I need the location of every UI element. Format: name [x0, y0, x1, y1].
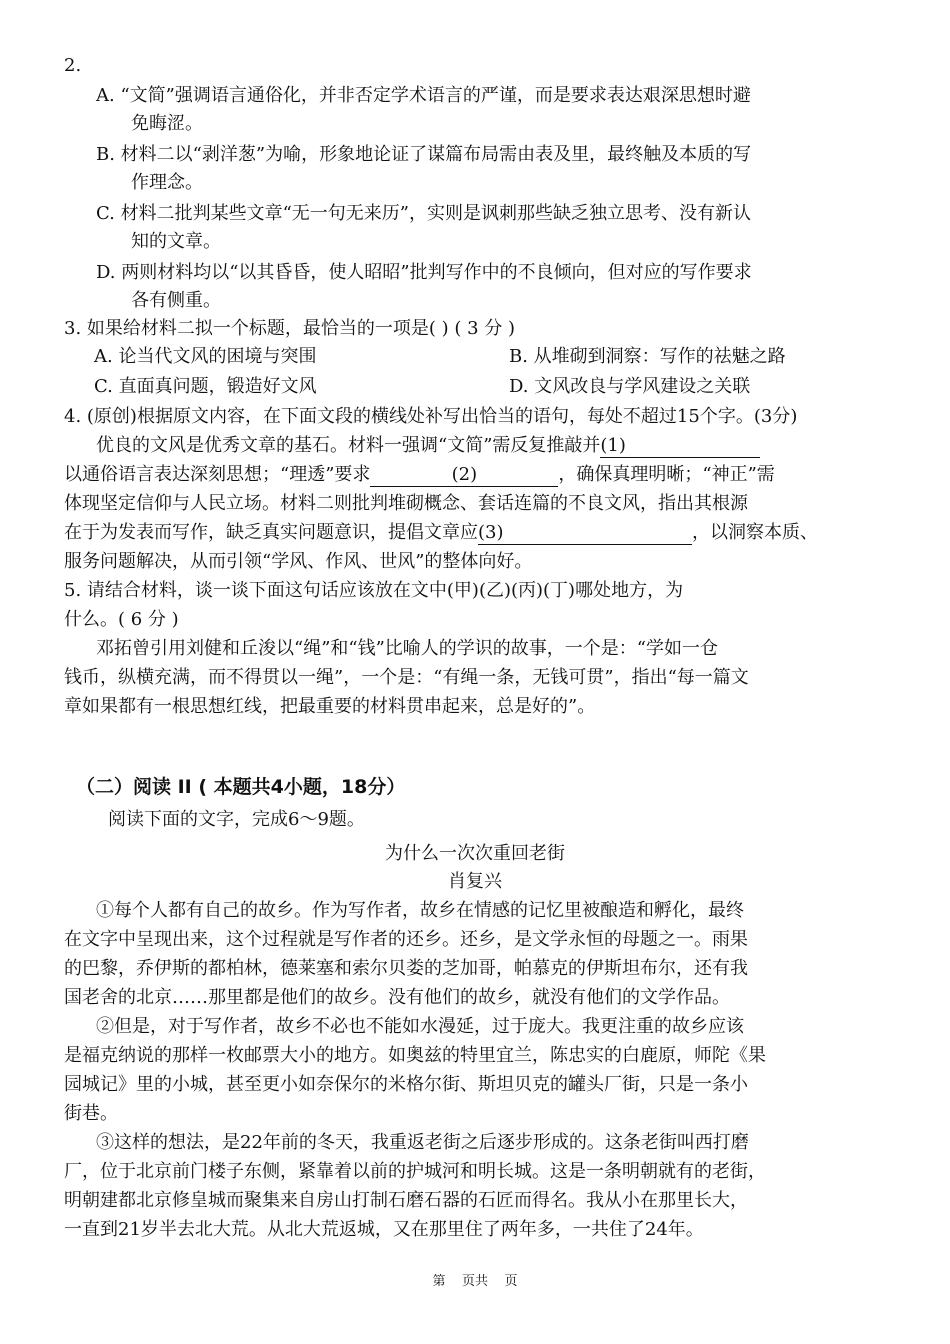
q4-line2	[64, 461, 775, 489]
q5-stem-line1: 5. 请结合材料，谈一谈下面这句话应该放在文中(甲)(乙)(丙)(丁)哪处地方，为	[64, 580, 684, 601]
page-footer: 第 页共 页	[432, 1274, 518, 1289]
section-instruction: 阅读下面的文字，完成6～9题。	[108, 809, 365, 830]
section-heading: （二）阅读 II ( 本题共4小题，18分）	[76, 776, 406, 798]
q2-option-b-line1: B. 材料二以“剥洋葱”为喻，形象地论证了谋篇布局需由表及里，最终触及本质的写	[96, 144, 752, 165]
q2-option-c-line2: 知的文章。	[131, 231, 221, 252]
q5-quote-line2: 钱币，纵横充满，而不得贯以一绳”，一个是：“有绳一条，无钱可贯”，指出“每一篇文	[64, 667, 749, 688]
q4-line5: 服务问题解决，从而引领“学风、作风、世风”的整体向好。	[64, 551, 533, 572]
q3-option-d: D. 文风改良与学风建设之关联	[509, 376, 751, 397]
q4-line2-text: 以通俗语言表达深刻思想；“理透”要求	[64, 464, 371, 485]
q2-option-a-line2: 免晦涩。	[131, 113, 203, 134]
article-p2-line3: 园城记》里的小城，甚至更小如奈保尔的米格尔街、斯坦贝克的罐头厂街，只是一条小	[64, 1074, 748, 1095]
q2-option-b-line2: 作理念。	[131, 172, 203, 193]
q2-number: 2.	[64, 55, 82, 76]
article-author: 肖复兴	[448, 871, 502, 892]
q3-option-c: C. 直面真问题，锻造好文风	[94, 376, 317, 397]
q4-blank-2[interactable]: (2)	[370, 464, 558, 487]
q5-quote-line1: 邓拓曾引用刘健和丘浚以“绳”和“钱”比喻人的学识的故事，一个是：“学如一仓	[96, 638, 719, 659]
article-p2-line2: 是福克纳说的那样一枚邮票大小的地方。如奥兹的特里宜兰，陈忠实的白鹿原，师陀《果	[64, 1045, 766, 1066]
article-p3-line1: ③这样的想法，是22年前的冬天，我重返老街之后逐步形成的。这条老街叫西打磨	[96, 1132, 749, 1153]
q4-line1-text: 优良的文风是优秀文章的基石。材料一强调“文简”需反复推敲并	[96, 435, 601, 456]
q5-quote-line3: 章如果都有一根思想红线，把最重要的材料贯串起来，总是好的”。	[64, 696, 596, 717]
article-p2-line4: 街巷。	[64, 1103, 118, 1124]
q4-line4	[64, 519, 818, 547]
q4-blank-1[interactable]: (1)	[600, 435, 760, 458]
article-p1-line4: 国老舍的北京……那里都是他们的故乡。没有他们的故乡，就没有他们的文学作品。	[64, 987, 730, 1008]
article-p3-line4: 一直到21岁半去北大荒。从北大荒返城，又在那里住了两年多，一共住了24年。	[64, 1219, 704, 1240]
article-p3-line3: 明朝建都北京修皇城而聚集来自房山打制石磨石器的石匠而得名。我从小在那里长大，	[64, 1190, 748, 1211]
article-title: 为什么一次次重回老街	[385, 843, 565, 864]
article-p1-line2: 在文字中呈现出来，这个过程就是写作者的还乡。还乡，是文学永恒的母题之一。雨果	[64, 929, 748, 950]
q3-option-a: A. 论当代文风的困境与突围	[94, 346, 317, 367]
q4-line3: 体现坚定信仰与人民立场。材料二则批判堆砌概念、套话连篇的不良文风，指出其根源	[64, 493, 748, 514]
q2-option-a-line1: A. “文简”强调语言通俗化，并非否定学术语言的严谨，而是要求表达艰深思想时避	[96, 85, 751, 106]
q2-option-c-line1: C. 材料二批判某些文章“无一句无来历”，实则是讽刺那些缺乏独立思考、没有新认	[96, 203, 751, 224]
q4-blank-3[interactable]: (3)	[478, 522, 692, 545]
q4-line1	[96, 432, 760, 460]
q2-option-d-line2: 各有侧重。	[131, 290, 221, 311]
q3-stem: 3. 如果给材料二拟一个标题，最恰当的一项是( ) ( 3 分 )	[64, 318, 516, 339]
q4-stem: 4. (原创)根据原文内容，在下面文段的横线处补写出恰当的语句，每处不超过15个字。(3分)	[64, 406, 798, 427]
article-p3-line2: 厂，位于北京前门楼子东侧，紧靠着以前的护城河和明长城。这是一条明朝就有的老街，	[64, 1161, 766, 1182]
article-p2-line1: ②但是，对于写作者，故乡不必也不能如水漫延，过于庞大。我更注重的故乡应该	[96, 1016, 744, 1037]
q5-stem-line2: 什么。( 6 分 )	[64, 609, 179, 630]
article-p1-line1: ①每个人都有自己的故乡。作为写作者，故乡在情感的记忆里被酿造和孵化，最终	[96, 900, 744, 921]
article-p1-line3: 的巴黎，乔伊斯的都柏林，德莱塞和索尔贝娄的芝加哥，帕慕克的伊斯坦布尔，还有我	[64, 958, 748, 979]
q3-option-b: B. 从堆砌到洞察：写作的祛魅之路	[509, 346, 786, 367]
q2-option-d-line1: D. 两则材料均以“以其昏昏，使人昭昭”批判写作中的不良倾向，但对应的写作要求	[96, 262, 752, 283]
q4-line4-tail: ，以洞察本质、	[692, 522, 818, 543]
q4-line2-tail: ，确保真理明晰；“神正”需	[558, 464, 775, 485]
q4-line4-text: 在于为发表而写作，缺乏真实问题意识，提倡文章应	[64, 522, 478, 543]
